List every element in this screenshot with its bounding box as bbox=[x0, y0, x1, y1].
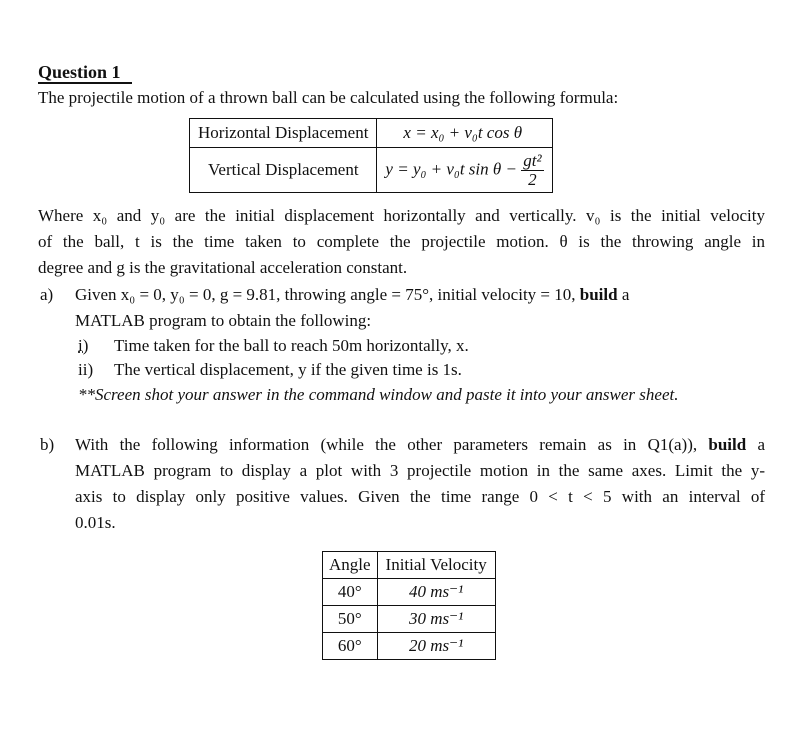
formula-equation: x = x₀ + v₀t cos θ bbox=[377, 119, 552, 148]
velocity-cell: 30 ms⁻¹ bbox=[377, 606, 495, 633]
formula-label: Horizontal Displacement bbox=[190, 119, 377, 148]
angle-cell: 60° bbox=[323, 633, 378, 660]
velocity-cell: 40 ms⁻¹ bbox=[377, 579, 495, 606]
header-initial-velocity: Initial Velocity bbox=[377, 552, 495, 579]
formula-row-horizontal bbox=[190, 119, 553, 148]
table-row bbox=[323, 579, 496, 606]
formula-row-vertical bbox=[190, 148, 553, 193]
part-a-line-2: MATLAB program to obtain the following: bbox=[75, 311, 372, 330]
part-b-line-2: MATLAB program to display a plot with 3 projectile motion in the same axes. Limit the y- bbox=[75, 461, 765, 480]
formula-table bbox=[189, 118, 553, 193]
table-row bbox=[323, 633, 496, 660]
formula-label: Vertical Displacement bbox=[190, 148, 377, 193]
screenshot-note: **Screen shot your answer in the command window and paste it into your answer sheet. bbox=[78, 385, 679, 404]
description-line-1: Where x₀ and y₀ are the initial displacement horizontally and vertically. v₀ is the initial velocity bbox=[38, 206, 765, 225]
fraction-numerator: gt² bbox=[523, 150, 542, 170]
part-b-line-1 bbox=[75, 435, 765, 455]
part-b-text: With the following information (while the other parameters remain as in Q1(a)), bbox=[75, 435, 709, 454]
part-b-text-end: a bbox=[746, 435, 766, 454]
header-angle: Angle bbox=[323, 552, 378, 579]
question-heading: Question 1 bbox=[38, 62, 121, 82]
formula-equation bbox=[377, 148, 552, 193]
angle-cell: 40° bbox=[323, 579, 378, 606]
part-b-label: b) bbox=[40, 435, 55, 454]
question-intro: The projectile motion of a thrown ball can be calculated using the following formula: bbox=[38, 88, 619, 107]
part-b-line-4: 0.01s. bbox=[75, 513, 116, 532]
part-b-line-3: axis to display only positive values. Given the time range 0 < t < 5 with an interval of bbox=[75, 487, 765, 506]
parameters-table bbox=[322, 551, 496, 660]
description-line-3: degree and g is the gravitational acceleration constant. bbox=[38, 258, 408, 277]
part-a-line-1 bbox=[75, 285, 629, 305]
angle-cell: 50° bbox=[323, 606, 378, 633]
part-a-build-keyword: build bbox=[579, 285, 618, 304]
table-row bbox=[323, 606, 496, 633]
item-i-text: Time taken for the ball to reach 50m horizontally, x. bbox=[114, 336, 469, 355]
part-a-text: Given x₀ = 0, y₀ = 0, g = 9.81, throwing angle = 75°, initial velocity = 10, bbox=[75, 285, 580, 304]
parameters-header-row bbox=[323, 552, 496, 579]
item-ii-text: The vertical displacement, y if the given time is 1s. bbox=[114, 360, 462, 379]
equation-lhs: y = y₀ + v₀t sin θ − bbox=[385, 158, 522, 178]
heading-underline bbox=[38, 82, 132, 84]
part-a-text-end: a bbox=[617, 285, 630, 304]
part-b-build-keyword: build bbox=[708, 435, 747, 454]
item-i-label: i) bbox=[78, 336, 89, 355]
velocity-cell: 20 ms⁻¹ bbox=[377, 633, 495, 660]
part-a-label: a) bbox=[40, 285, 54, 304]
fraction-denominator: 2 bbox=[528, 169, 537, 189]
item-ii-label: ii) bbox=[78, 360, 94, 379]
fraction bbox=[521, 152, 543, 189]
description-line-2: of the ball, t is the time taken to complete the projectile motion. θ is the throwing angle in bbox=[38, 232, 766, 251]
